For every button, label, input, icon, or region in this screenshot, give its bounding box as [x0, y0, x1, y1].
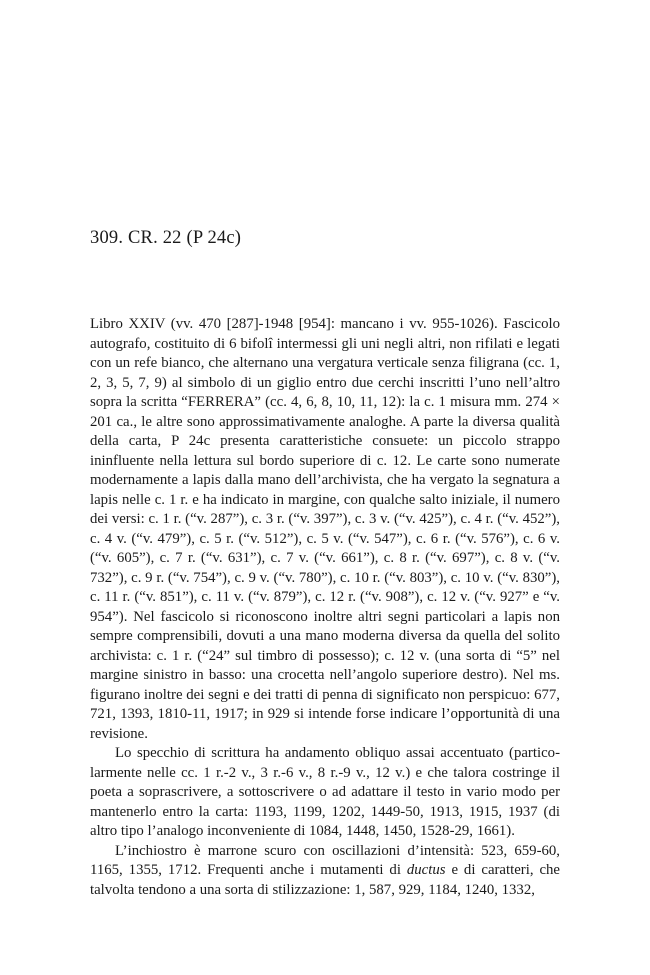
paragraph-ink [90, 842, 560, 901]
ink-text-end: e di caratteri, che talvolta tendono a una sorta di stilizzazione: 1, 587, 929, 1184, 1240, 1332, [90, 862, 560, 898]
ink-text-start: L’inchiostro è marrone scuro con oscillazioni d’intensità: 523, 659-60, 1165, 1355, 1712. Frequenti anche i mutamenti di [90, 842, 560, 878]
ductus-term: ductus [406, 862, 446, 878]
paragraph-writing-area: Lo specchio di scrittura ha andamento obliquo assai accentuato (particolarmente nelle cc. 1 r.-2 v., 3 r.-6 v., 8 r.-9 v., 12 v.) e che talora costringe il poeta a soprascrivere, a sottoscrivere o ad adattare il testo in vario modo per mantenerlo entro la carta: 1193, 1199, 1202, 1449-50, 1913, 1915, 1937 (di altro tipo l’analogo inconveniente di 1084, 1448, 1450, 1528-29, 1661). [90, 745, 560, 839]
section-heading: 309. CR. 22 (P 24c) [90, 228, 242, 248]
body-text [90, 315, 560, 900]
paragraph-description: Libro XXIV (vv. 470 [287]-1948 [954]: mancano i vv. 955-1026). Fascicolo autografo, costituito di 6 bifolî intermessi gli uni negli altri, non rifilati e legati con un refe bianco, che alternano una vergatura verticale senza filigrana (cc. 1, 2, 3, 5, 7, 9) al simbolo di un giglio entro due cerchi inscritti l’uno nell’altro sopra la scritta “FERRERA” (cc. 4, 6, 8, 10, 11, 12): la c. 1 misura mm. 274 × 201 ca., le altre sono approssimativamente analoghe. A parte la diversa qualità della carta, P 24c presenta caratteristiche consuete: un piccolo strappo ininfluente nella lettura sul bordo superiore di c. 12. Le carte sono numerate modernamente a lapis dalla mano dell’archivista, che ha vergato la segnatura a lapis nelle c. 1 r. e ha indicato in margine, con qualche salto iniziale, il numero dei versi: c. 1 r. (“v. 287”), c. 3 r. (“v. 397”), c. 3 v. (“v. 425”), c. 4 r. (“v. 452”), c. 4 v. (“v. 479”), c. 5 r. (“v. 512”), c. 5 v. (“v. 547”), c. 6 r. (“v. 576”), c. 6 v. (“v. 605”), c. 7 r. (“v. 631”), c. 7 v. (“v. 661”), c. 8 r. (“v. 697”), c. 8 v. (“v. 732”), c. 9 r. (“v. 754”), c. 9 v. (“v. 780”), c. 10 r. (“v. 803”), c. 10 v. (“v. 830”), c. 11 r. (“v. 851”), c. 11 v. (“v. 879”), c. 12 r. (“v. 908”), c. 12 v. (“v. 927” e “v. 954”). Nel fascicolo si riconoscono inoltre altri segni particolari a lapis non sempre comprensibili, dovuti a una mano moderna diversa da quella del solito archivista: c. 1 r. (“24” sul timbro di possesso); c. 12 v. (una sorta di “5” nel margine sinistro in basso: una crocetta nell’angolo superiore destro). Nel ms. figurano inoltre dei segni e dei tratti di penna di significato non perspicuo: 677, 721, 1393, 1810-11, 1917; in 929 si intende forse indicare l’opportunità di una revisione. [90, 316, 560, 742]
